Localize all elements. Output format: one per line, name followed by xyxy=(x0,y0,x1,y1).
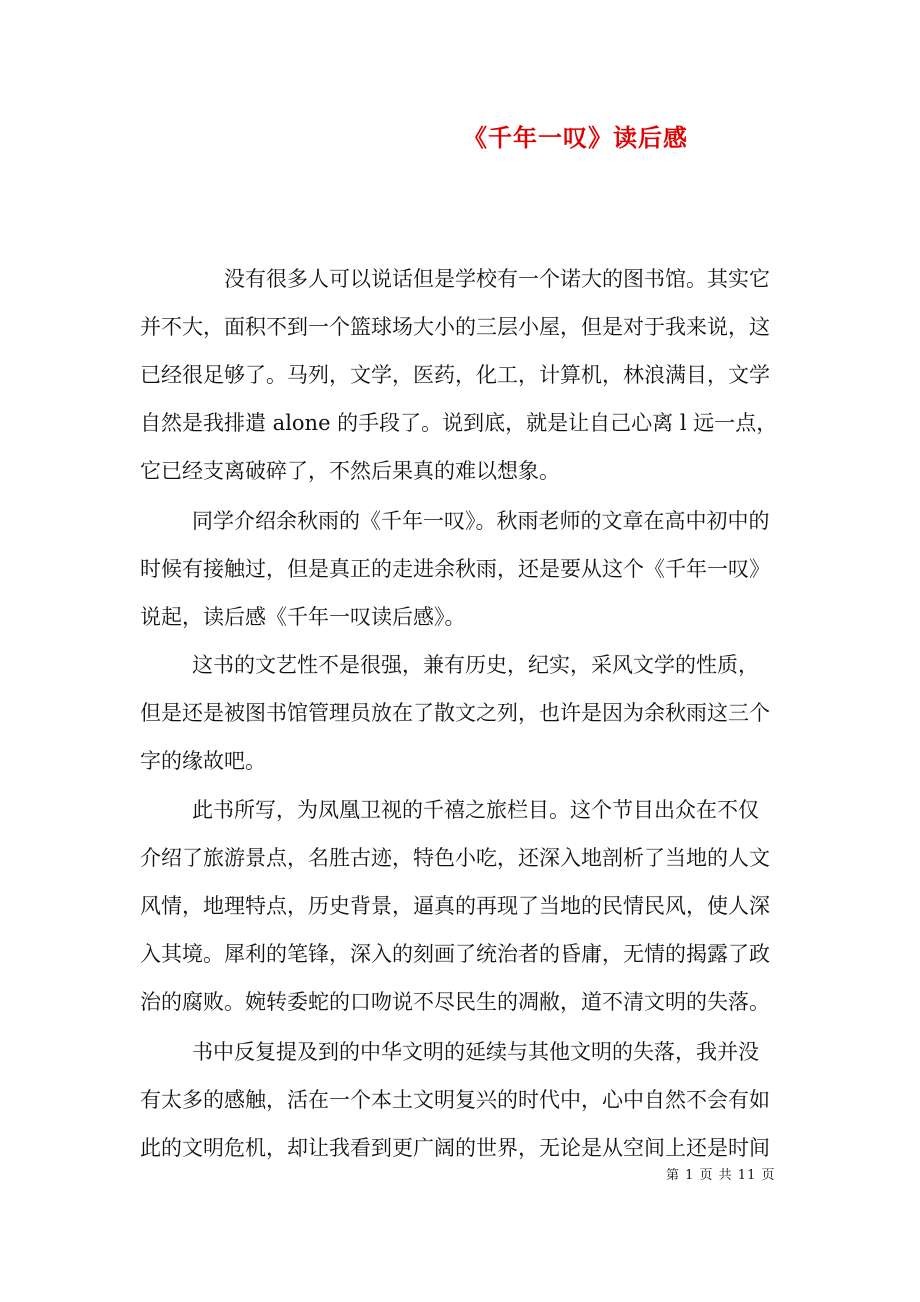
paragraph-line: 有太多的感触，活在一个本土文明复兴的时代中，心中自然不会有如 xyxy=(140,1088,770,1112)
paragraph-line: 已经很足够了。马列，文学，医药，化工，计算机，林浪满目，文学 xyxy=(140,363,770,387)
paragraph-line: 说起，读后感《千年一叹读后感》。 xyxy=(140,605,466,629)
paragraph-line: 时候有接触过，但是真正的走进余秋雨，还是要从这个《千年一叹》 xyxy=(140,557,770,581)
paragraph-line: 字的缘故吧。 xyxy=(140,749,266,773)
document-title: 《千年一叹》读后感 xyxy=(463,124,688,152)
paragraph-line: 同学介绍余秋雨的《千年一叹》。秋雨老师的文章在高中初中的 xyxy=(192,509,770,533)
paragraph-line: 自然是我排遣 alone 的手段了。说到底，就是让自己心离 l 远一点， xyxy=(140,411,778,435)
paragraph-line: 但是还是被图书馆管理员放在了散文之列，也许是因为余秋雨这三个 xyxy=(140,701,770,725)
paragraph-line: 这书的文艺性不是很强，兼有历史，纪实，采风文学的性质， xyxy=(192,653,759,677)
paragraph-line: 入其境。犀利的笔锋，深入的刻画了统治者的昏庸，无情的揭露了政 xyxy=(140,942,770,966)
paragraph-3 xyxy=(140,641,800,785)
paragraph-line: 此的文明危机，却让我看到更广阔的世界，无论是从空间上还是时间 xyxy=(140,1136,770,1160)
paragraph-line: 没有很多人可以说话但是学校有一个诺大的图书馆。其实它 xyxy=(224,267,770,291)
paragraph-2 xyxy=(140,497,800,641)
paragraph-line: 此书所写，为凤凰卫视的千禧之旅栏目。这个节目出众在不仅 xyxy=(192,798,759,822)
paragraph-line: 风情，地理特点，历史背景，逼真的再现了当地的民情民风，使人深 xyxy=(140,894,770,918)
paragraph-line: 书中反复提及到的中华文明的延续与其他文明的失落，我并没 xyxy=(192,1040,759,1064)
paragraph-line: 它已经支离破碎了，不然后果真的难以想象。 xyxy=(140,459,560,483)
paragraph-line: 介绍了旅游景点，名胜古迹，特色小吃，还深入地剖析了当地的人文 xyxy=(140,846,770,870)
page-number-footer: 第 1 页 共 11 页 xyxy=(666,1168,776,1183)
paragraph-line: 治的腐败。婉转委蛇的口吻说不尽民生的凋敝，道不清文明的失落。 xyxy=(140,990,770,1014)
paragraph-4 xyxy=(140,786,800,1026)
paragraph-5 xyxy=(140,1028,800,1172)
paragraph-line: 并不大，面积不到一个篮球场大小的三层小屋，但是对于我来说，这 xyxy=(140,315,770,339)
paragraph-1 xyxy=(140,255,800,495)
